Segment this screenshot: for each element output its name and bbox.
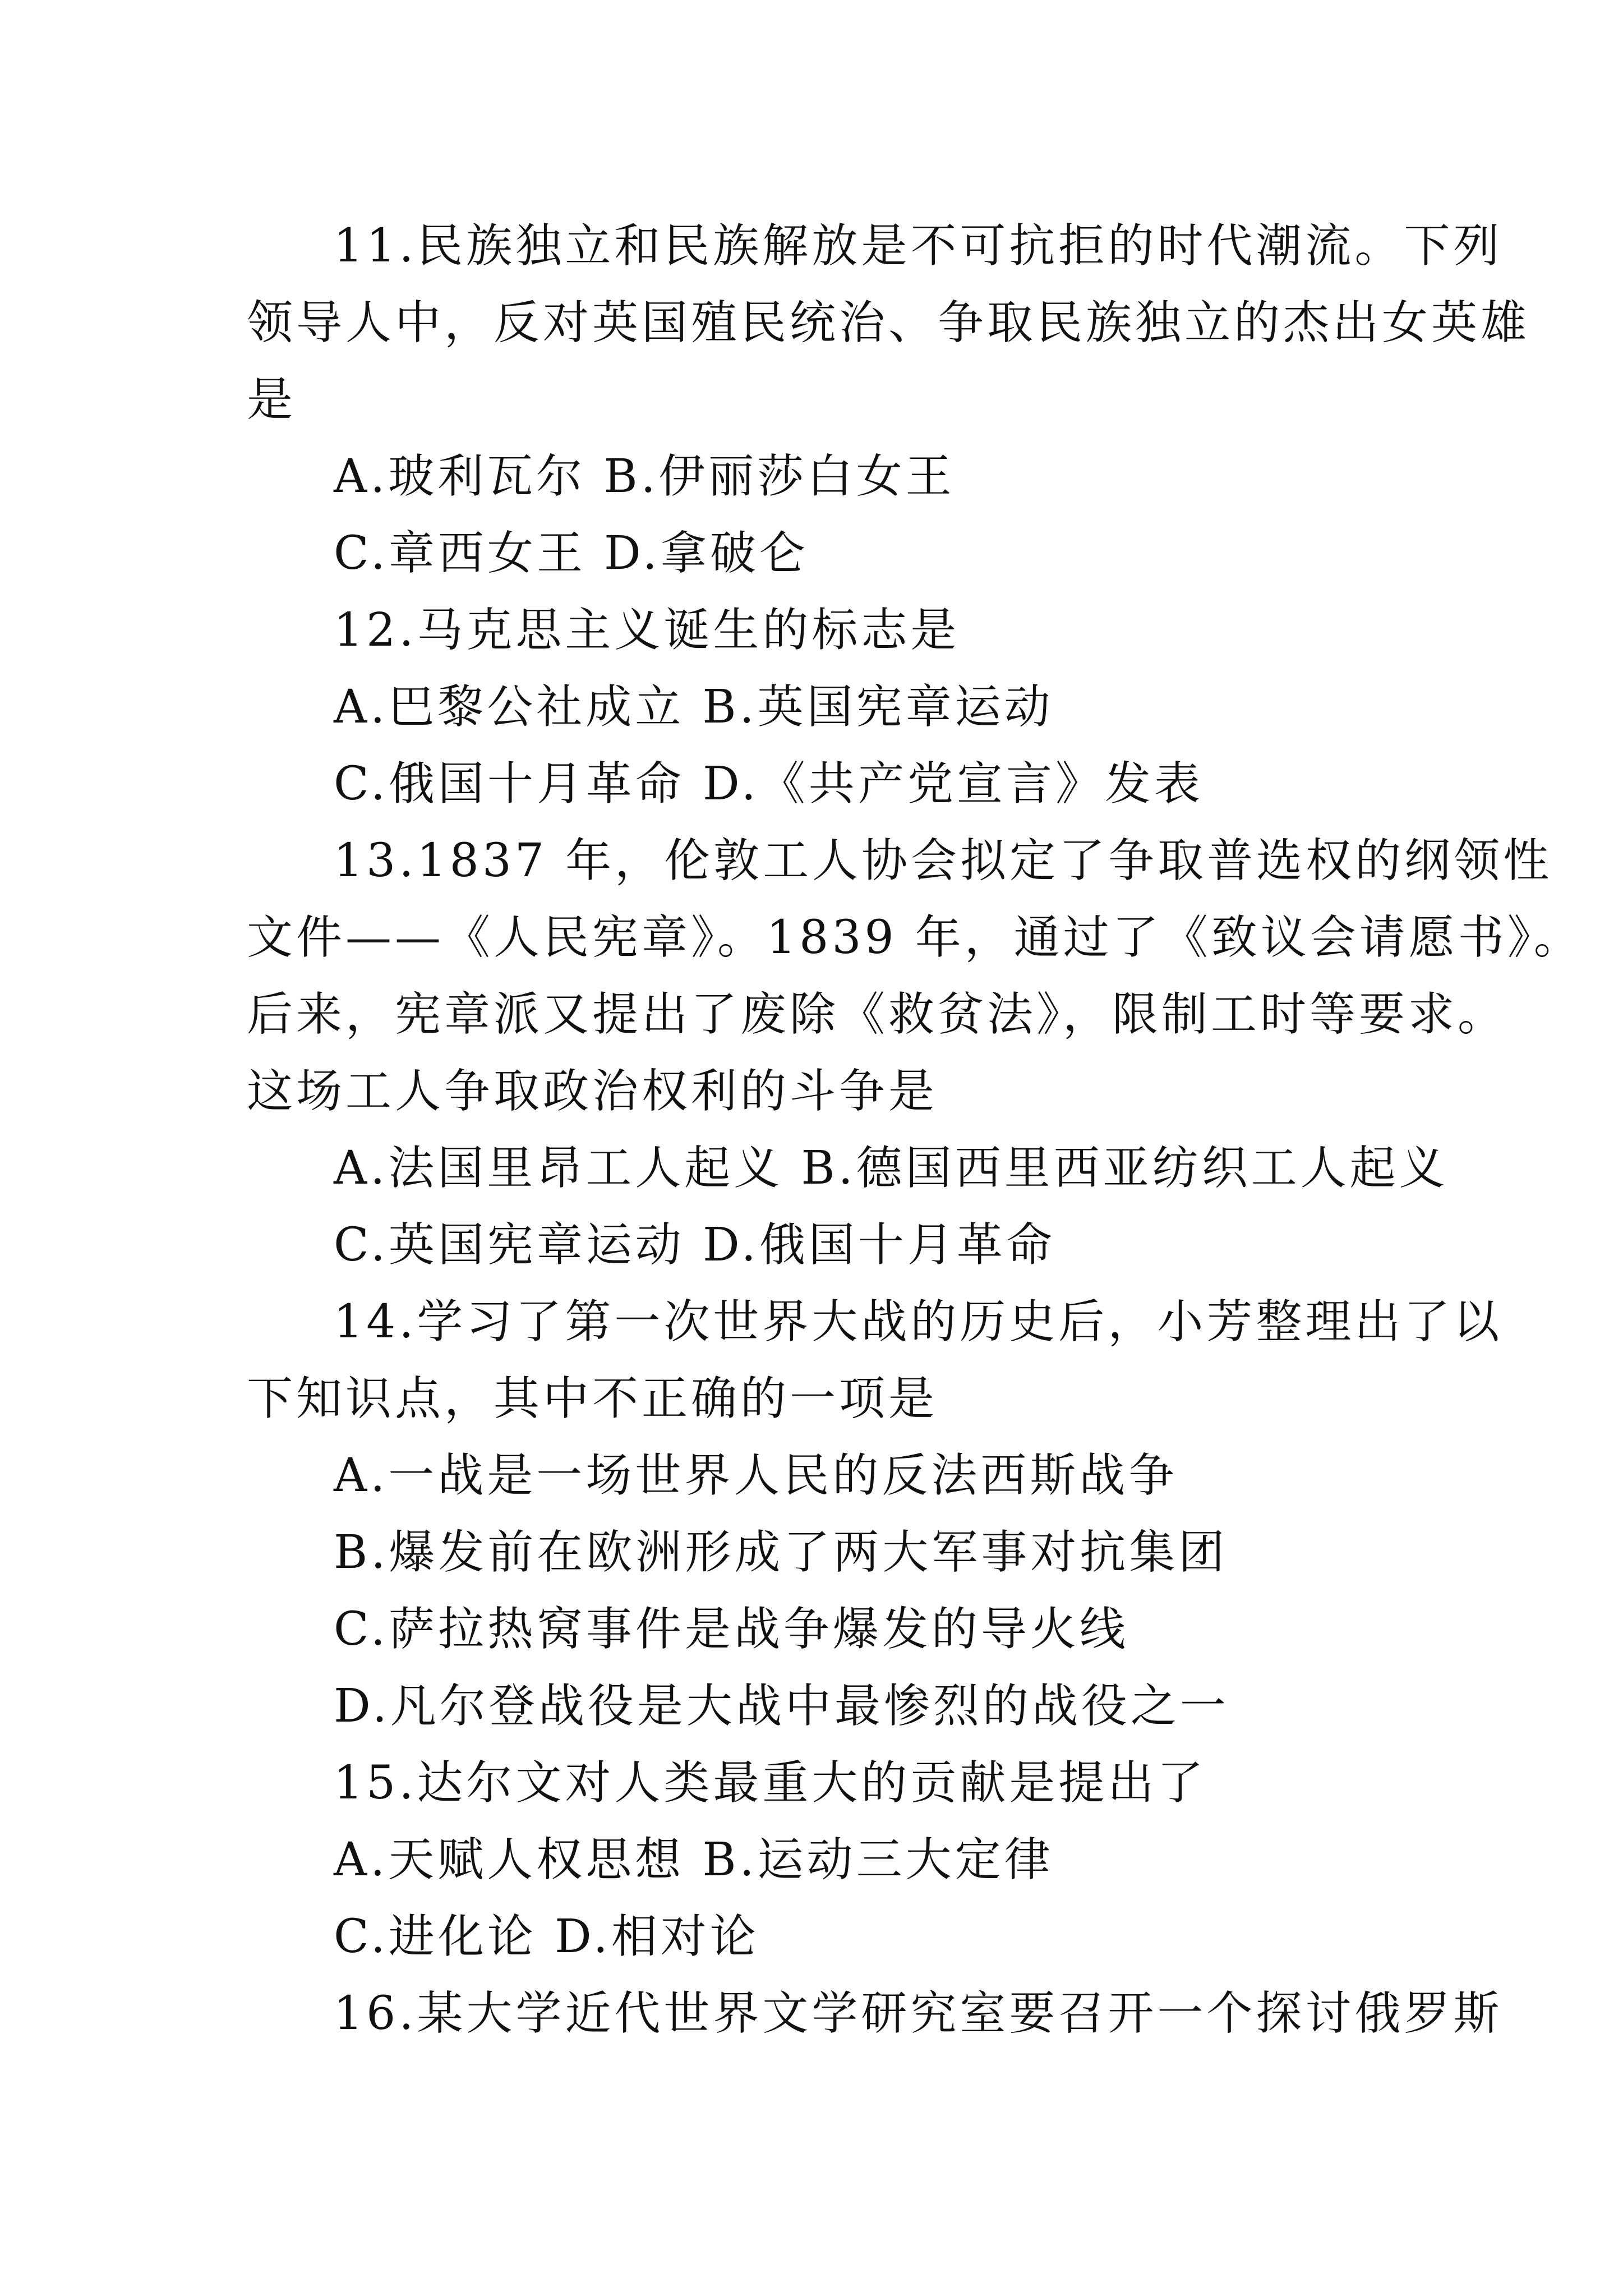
option-line: A.天赋人权思想 B.运动三大定律 [334, 1833, 1054, 1887]
question-12 [247, 592, 1391, 822]
question-stem-line: 领导人中，反对英国殖民统治、争取民族独立的杰出女英雄 [247, 296, 1530, 349]
option-line: C.进化论 D.相对论 [334, 1910, 759, 1963]
question-stem-line: 后来，宪章派又提出了废除《救贫法》，限制工时等要求。 [247, 988, 1507, 1041]
question-stem-line: 16.某大学近代世界文学研究室要召开一个探讨俄罗斯 [334, 1987, 1503, 2040]
option-line: A.巴黎公社成立 B.英国宪章运动 [334, 680, 1054, 734]
question-11 [247, 208, 1530, 592]
option-line: C.俄国十月革命 D.《共产党宣言》发表 [334, 757, 1204, 811]
question-stem-line: 下知识点，其中不正确的一项是 [247, 1372, 938, 1425]
option-line: A.玻利瓦尔 B.伊丽莎白女王 [334, 450, 955, 503]
question-stem-line: 15.达尔文对人类最重大的贡献是提出了 [334, 1756, 1207, 1810]
question-stem-line: 这场工人争取政治权利的斗争是 [247, 1065, 938, 1118]
document-page [247, 208, 1583, 2052]
option-line: A.法国里昂工人起义 B.德国西里西亚纺织工人起义 [334, 1142, 1449, 1195]
question-stem-line: 文件——《人民宪章》。1839 年，通过了《致议会请愿书》。 [247, 911, 1583, 964]
question-stem-line: 14.学习了第一次世界大战的历史后，小芳整理出了以 [334, 1295, 1503, 1349]
question-13 [247, 822, 1583, 1283]
option-line: D.凡尔登战役是大战中最惨烈的战役之一 [334, 1680, 1229, 1733]
question-14 [247, 1283, 1503, 1745]
option-line: C.英国宪章运动 D.俄国十月革命 [334, 1218, 1055, 1272]
question-stem-line: 13.1837 年，伦敦工人协会拟定了争取普选权的纲领性 [334, 834, 1553, 887]
question-stem-line: 是 [247, 373, 297, 426]
option-line: C.章西女王 D.拿破仑 [334, 527, 809, 580]
option-line: C.萨拉热窝事件是战争爆发的导火线 [334, 1603, 1129, 1656]
question-15 [247, 1745, 1391, 1975]
question-stem-line: 12.马克思主义诞生的标志是 [334, 604, 960, 657]
option-line: B.爆发前在欧洲形成了两大军事对抗集团 [334, 1526, 1228, 1579]
question-16 [247, 1975, 1503, 2052]
question-stem-line: 11.民族独立和民族解放是不可抗拒的时代潮流。下列 [334, 219, 1503, 273]
option-line: A.一战是一场世界人民的反法西斯战争 [334, 1449, 1178, 1502]
